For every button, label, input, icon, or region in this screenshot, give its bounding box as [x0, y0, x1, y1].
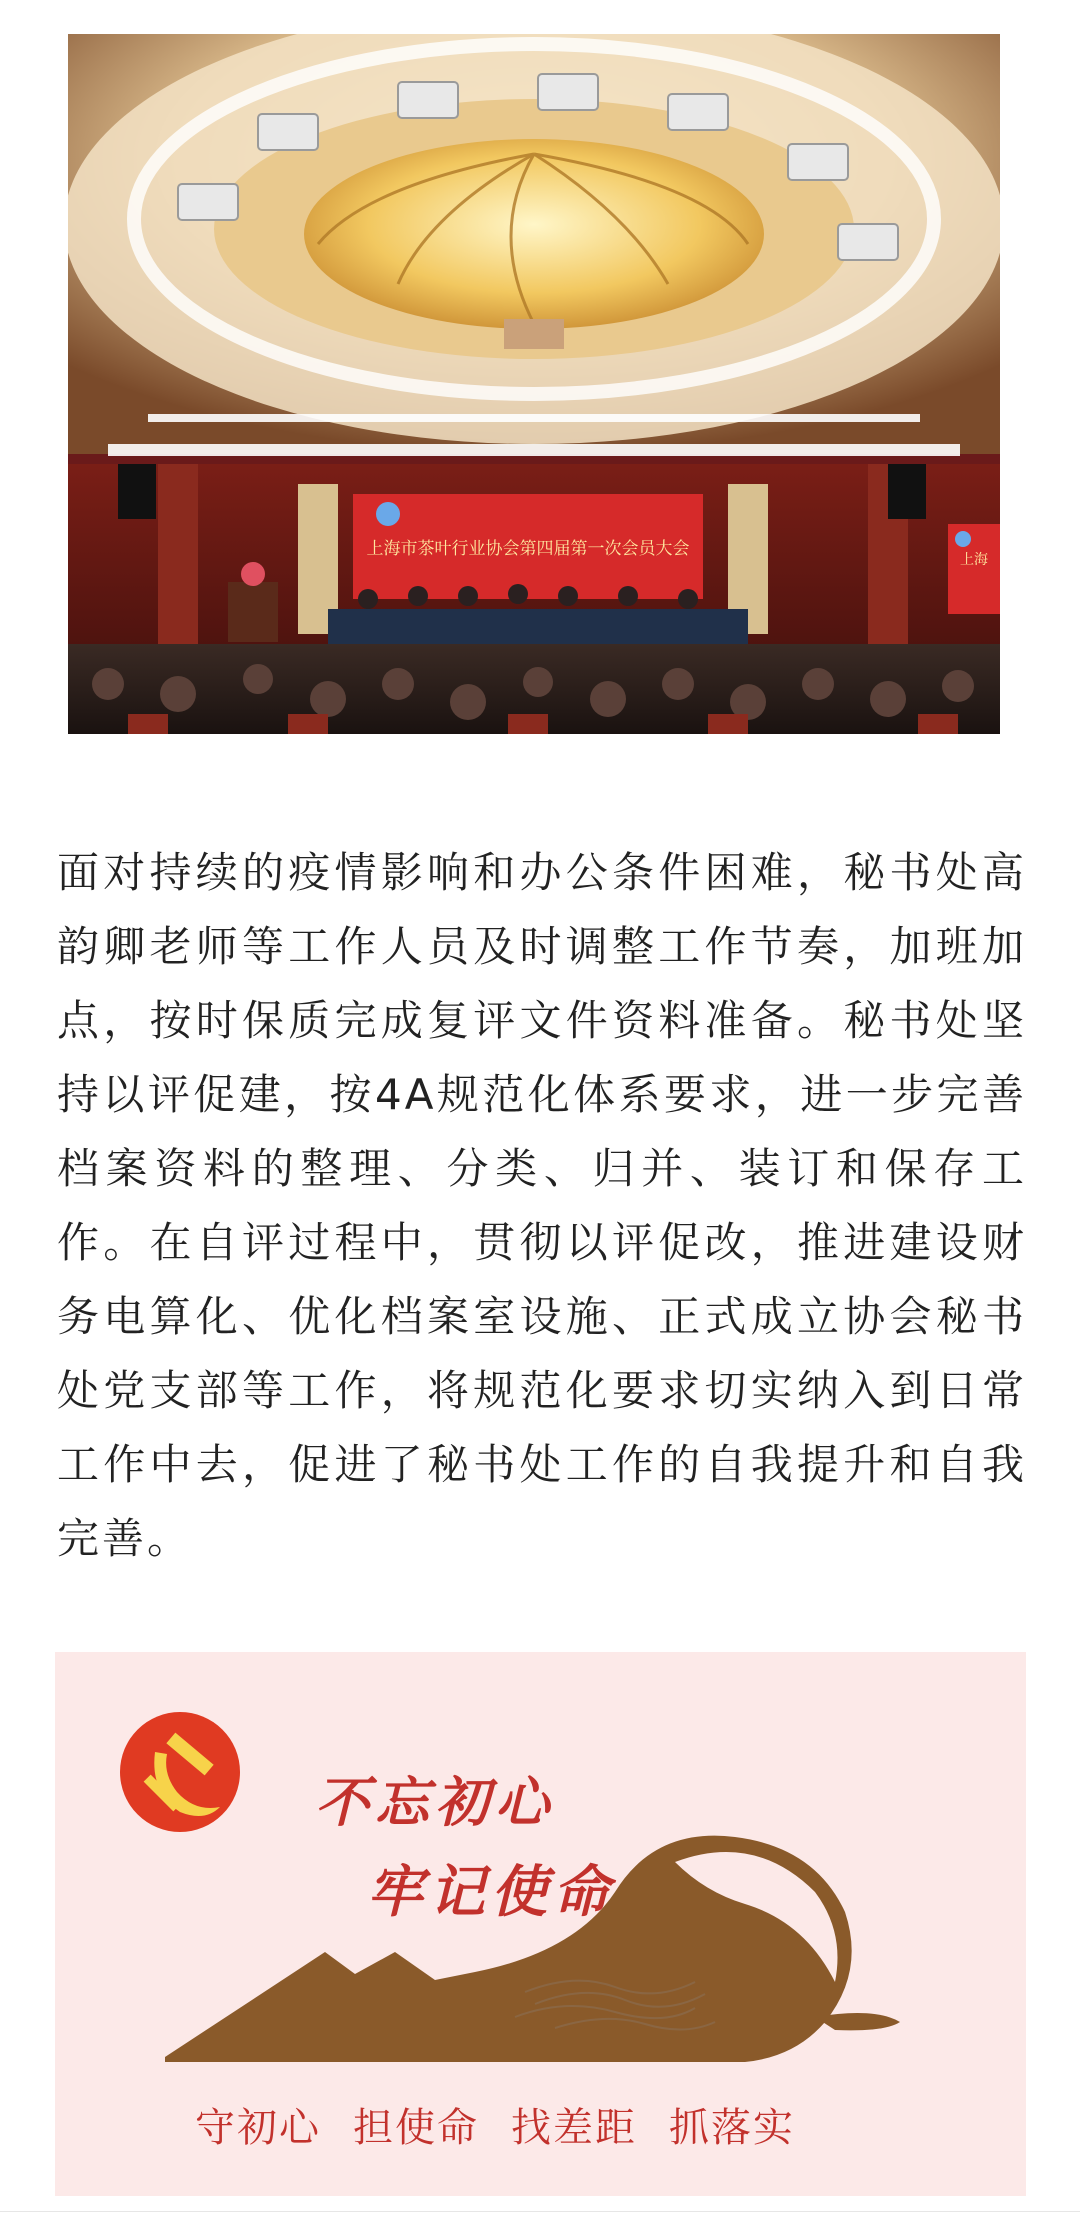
stage-banner-text: 上海市茶叶行业协会第四届第一次会员大会 [366, 539, 690, 559]
conference-photo [68, 34, 1000, 734]
hammer-sickle-icon [120, 1712, 240, 1832]
slogan-line-1: 不忘初心 [315, 1770, 555, 1834]
article-paragraph: 面对持续的疫情影响和办公条件困难，秘书处高韵卿老师等工作人员及时调整工作节奏，加班加点，按时保质完成复评文件资料准备。秘书处坚持以评促建，按4A规范化体系要求，进一步完善档案资料的整理、分类、归并、装订和保存工作。在自评过程中，贯彻以评促改，推进建设财务电算化、优化档案室设施、正式成立协会秘书处党支部等工作，将规范化要求切实纳入到日常工作中去，促进了秘书处工作的自我提升和自我完善。 [57, 848, 1027, 1563]
phrase-item: 找差距 [511, 2105, 637, 2151]
slogan-line-2: 牢记使命 [367, 1859, 615, 1925]
party-slogan-banner [55, 1652, 1026, 2196]
phrase-item: 抓落实 [669, 2105, 795, 2151]
phrase-item: 担使命 [353, 2105, 479, 2151]
phrase-row [195, 2096, 795, 2153]
bottom-divider [0, 2211, 1080, 2212]
conference-hall-illustration [68, 34, 1000, 734]
phrase-item: 守初心 [195, 2105, 321, 2151]
side-banner-text: 上海 [960, 552, 988, 568]
